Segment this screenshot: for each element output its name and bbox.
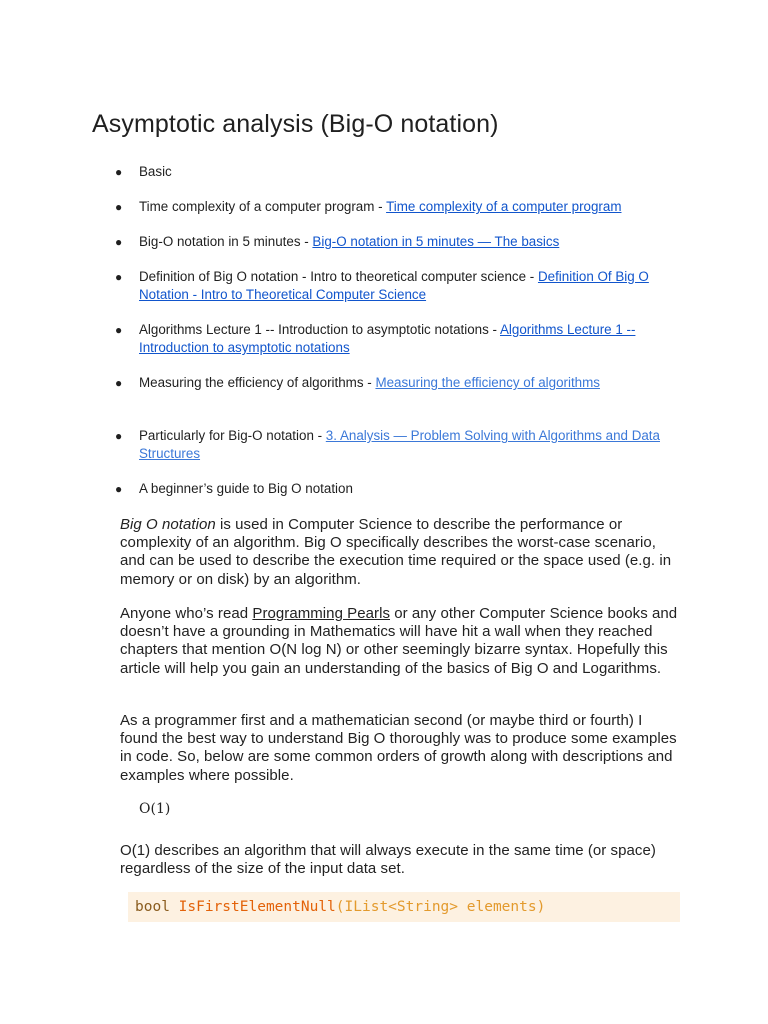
code-param-type: IList<String>: [344, 899, 459, 915]
code-param-name: elements: [466, 899, 537, 915]
bullet-icon: ●: [115, 165, 123, 179]
bullet-icon: ●: [115, 200, 123, 214]
list-item-text: Measuring the efficiency of algorithms -: [139, 375, 376, 390]
list-item: [115, 198, 679, 216]
link-measuring-efficiency[interactable]: Measuring the efficiency of algorithms: [375, 375, 600, 390]
page-title: Asymptotic analysis (Big-O notation): [92, 110, 499, 138]
link-definition-big-o[interactable]: Definition Of Big O Notation - Intro to Theoretical Computer Science: [139, 269, 649, 302]
paragraph-text: or any other Computer Science books and doesn’t have a grounding in Mathematics will have hit a wall when they reached chapters that mention O(N log N) or other seemingly bizarre syntax. Hopefully this article will help you gain an understanding of the basics of Big O and Logarithms.: [120, 605, 678, 677]
term-big-o-notation: Big O notation: [120, 516, 216, 533]
code-paren-open: (: [335, 899, 345, 915]
paragraph-examples-in-code: As a programmer first and a mathematician second (or maybe third or fourth) I found the best way to understand Big O thoroughly was to produce some examples in code. So, below are some common orders of growth along with descriptions and examples where possible.: [120, 712, 677, 784]
paragraph-big-o-intro: [120, 516, 680, 589]
list-item: [115, 374, 679, 392]
bullet-icon: ●: [115, 235, 123, 249]
link-algorithms-lecture-1[interactable]: Algorithms Lecture 1 -- Introduction to asymptotic notations: [139, 322, 636, 355]
list-item: [115, 268, 679, 304]
link-big-o-5-minutes[interactable]: Big-O notation in 5 minutes — The basics: [312, 234, 560, 249]
list-item: [115, 427, 679, 463]
list-item-text: Particularly for Big-O notation -: [139, 428, 326, 443]
paragraph-text: is used in Computer Science to describe the performance or complexity of an algorithm. Big O specifically describes the worst-case scenario, and can be used to describe the execution time required or the space used (e.g. in memory or on disk) by an algorithm.: [120, 516, 672, 588]
section-heading-o1: O(1): [139, 801, 171, 817]
list-item-text: Basic: [139, 164, 172, 179]
list-item-text: Time complexity of a computer program -: [139, 199, 387, 214]
paragraph-text: Anyone who’s read: [120, 605, 253, 622]
bullet-icon: ●: [115, 270, 123, 284]
code-keyword: bool: [135, 899, 170, 915]
list-item: [115, 233, 679, 251]
paragraph-o1-description: O(1) describes an algorithm that will always execute in the same time (or space) regardless of the size of the input data set.: [120, 842, 656, 878]
list-item: [115, 163, 679, 181]
code-function-name: IsFirstElementNull: [178, 899, 336, 915]
bullet-icon: ●: [115, 482, 123, 496]
link-time-complexity[interactable]: Time complexity of a computer program: [386, 199, 622, 214]
bullet-icon: ●: [115, 323, 123, 337]
list-item-text: A beginner’s guide to Big O notation: [139, 481, 353, 496]
bullet-icon: ●: [115, 429, 123, 443]
link-problem-solving-analysis[interactable]: 3. Analysis — Problem Solving with Algorithms and Data Structures: [139, 428, 660, 461]
code-paren-close: ): [536, 899, 546, 915]
bullet-icon: ●: [115, 376, 123, 390]
list-item-text: Algorithms Lecture 1 -- Introduction to asymptotic notations -: [139, 322, 500, 337]
list-item-text: Big-O notation in 5 minutes -: [139, 234, 313, 249]
book-title-programming-pearls: Programming Pearls: [252, 605, 391, 622]
code-block: [128, 892, 680, 922]
list-item: [115, 480, 679, 498]
list-item: [115, 321, 679, 357]
paragraph-programming-pearls: [120, 605, 680, 678]
list-item-text: Definition of Big O notation - Intro to theoretical computer science -: [139, 269, 538, 284]
